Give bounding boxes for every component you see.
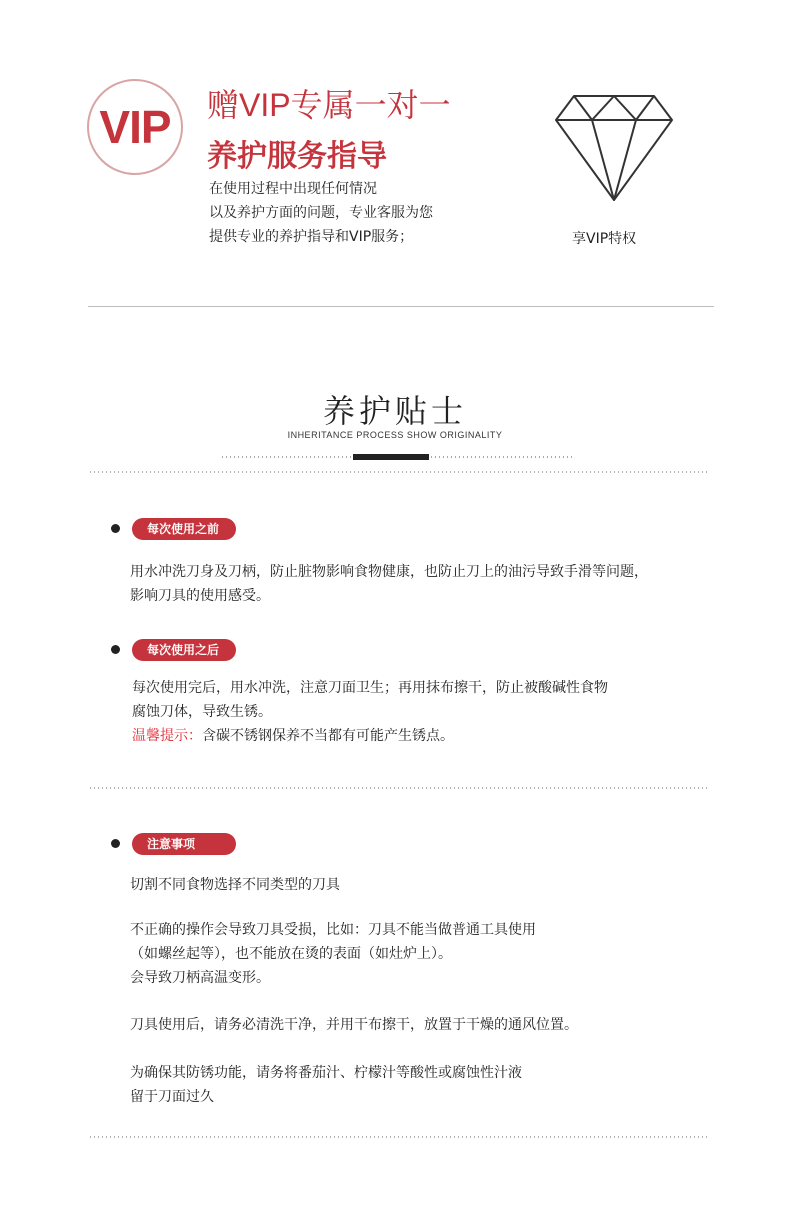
- warning-line: [132, 724, 608, 748]
- vip-logo-text: VIP: [99, 101, 171, 153]
- text-line: 影响刀具的使用感受。: [130, 588, 270, 604]
- diamond-icon: [554, 92, 674, 204]
- vip-description-line: 以及养护方面的问题，专业客服为您: [209, 205, 433, 221]
- notes-paragraph: [130, 1013, 578, 1037]
- text-line: 不正确的操作会导致刀具受损，比如：刀具不能当做普通工具使用: [130, 922, 536, 938]
- dotted-divider: [90, 469, 710, 475]
- text-line: 用水冲洗刀身及刀柄，防止脏物影响食物健康，也防止刀上的油污导致手滑等问题，: [130, 564, 648, 580]
- section-subtitle: INHERITANCE PROCESS SHOW ORIGINALITY: [287, 430, 503, 440]
- text-line: 腐蚀刀体，导致生锈。: [132, 704, 272, 720]
- badge-after-use: 每次使用之后: [132, 639, 236, 661]
- diamond-caption: 享VIP特权: [572, 231, 637, 247]
- warning-text: 含碳不锈钢保养不当都有可能产生锈点。: [202, 728, 454, 744]
- text-line: 为确保其防锈功能，请务将番茄汁、柠檬汁等酸性或腐蚀性汁液: [130, 1065, 522, 1081]
- text-line: 切割不同食物选择不同类型的刀具: [130, 877, 340, 893]
- vip-description: [209, 177, 433, 249]
- vip-description-line: 在使用过程中出现任何情况: [209, 181, 377, 197]
- section-title: 养护贴士: [322, 392, 467, 430]
- before-use-text: [130, 560, 648, 608]
- vip-title: 赠VIP专属一对一: [207, 87, 451, 123]
- dotted-divider: [90, 1134, 710, 1140]
- notes-paragraph: [130, 918, 536, 990]
- title-decoration: [222, 452, 572, 462]
- text-line: 留于刀面过久: [130, 1089, 214, 1105]
- divider: [88, 306, 714, 307]
- badge-notes: 注意事项: [132, 833, 236, 855]
- text-line: 会导致刀柄高温变形。: [130, 970, 270, 986]
- badge-before-use: 每次使用之前: [132, 518, 236, 540]
- vip-description-line: 提供专业的养护指导和VIP服务；: [209, 229, 414, 245]
- notes-paragraph: [130, 873, 340, 897]
- dotted-divider: [90, 785, 710, 791]
- after-use-text: [132, 676, 608, 748]
- vip-logo: [87, 79, 183, 175]
- bullet: [111, 839, 120, 848]
- notes-paragraph: [130, 1061, 522, 1109]
- bullet: [111, 645, 120, 654]
- bullet: [111, 524, 120, 533]
- text-line: 每次使用完后，用水冲洗，注意刀面卫生；再用抹布擦干，防止被酸碱性食物: [132, 680, 608, 696]
- vip-subtitle: 养护服务指导: [207, 139, 387, 174]
- warning-label: 温馨提示：: [132, 728, 202, 744]
- text-line: （如螺丝起等），也不能放在烫的表面（如灶炉上）。: [130, 946, 452, 962]
- text-line: 刀具使用后，请务必清洗干净，并用干布擦干，放置于干燥的通风位置。: [130, 1017, 578, 1033]
